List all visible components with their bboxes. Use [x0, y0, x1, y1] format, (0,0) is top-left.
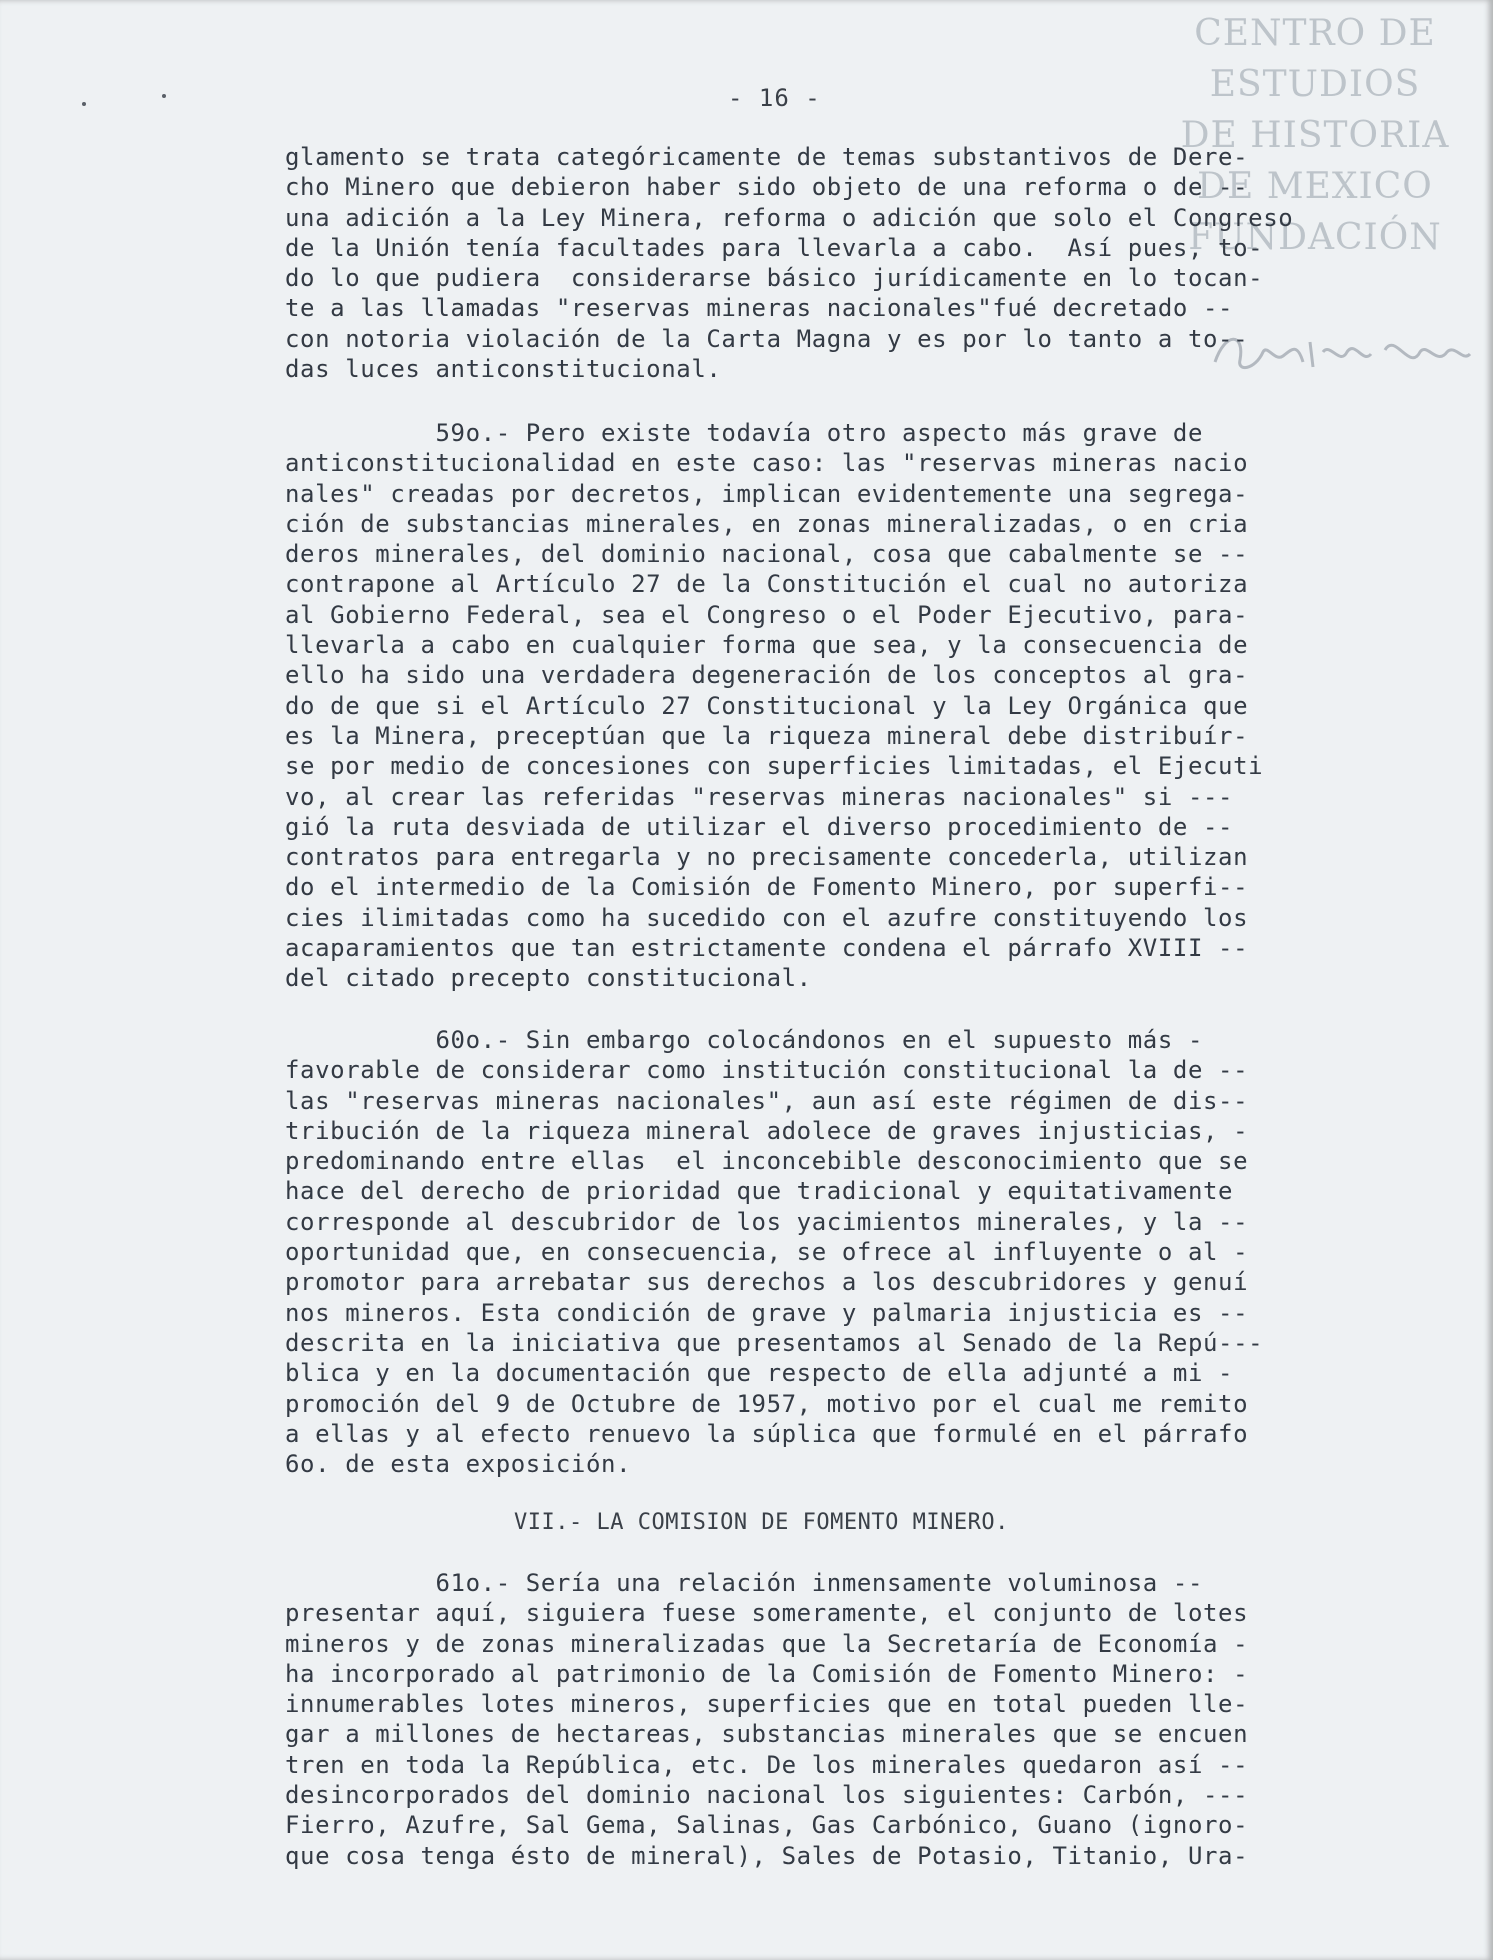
signature-text: Carlos Slim [1337, 380, 1343, 381]
speck-mark [82, 102, 86, 106]
text-line: 59o.- Pero existe todavía otro aspecto más grave de [285, 419, 1204, 447]
text-line: de la Unión tenía facultades para llevarla a cabo. Así pues, to- [285, 233, 1264, 262]
text-line: ha incorporado al patrimonio de la Comisión de Fomento Minero: - [285, 1659, 1249, 1688]
text-line: do lo que pudiera considerarse básico jurídicamente en lo tocan- [285, 264, 1264, 293]
text-line: deros minerales, del dominio nacional, cosa que cabalmente se -- [285, 540, 1249, 569]
text-line: promotor para arrebatar sus derechos a los descubridores y genuí [285, 1268, 1249, 1297]
text-line: 6o. de esta exposición. [285, 1450, 632, 1479]
text-line: descrita en la iniciativa que presentamos al Senado de la Repú--- [285, 1328, 1264, 1357]
text-line: gió la ruta desviada de utilizar el diverso procedimiento de -- [285, 812, 1234, 841]
text-line: do el intermedio de la Comisión de Fomento Minero, por superfi-- [285, 873, 1249, 902]
text-line: innumerables lotes mineros, superficies que en total pueden lle- [285, 1690, 1249, 1719]
text-line: las "reservas mineras nacionales", aun así este régimen de dis-- [285, 1086, 1249, 1115]
text-line: es la Minera, preceptúan que la riqueza mineral debe distribuír- [285, 721, 1249, 750]
text-line: a ellas y al efecto renuevo la súplica que formulé en el párrafo [285, 1419, 1249, 1448]
text-line: tren en toda la República, etc. De los minerales quedaron así -- [285, 1750, 1249, 1779]
text-line: 61o.- Sería una relación inmensamente voluminosa -- [285, 1569, 1204, 1597]
text-line: blica y en la documentación que respecto de ella adjunté a mi - [285, 1359, 1234, 1388]
text-line: glamento se trata categóricamente de temas substantivos de Dere- [285, 143, 1249, 171]
text-line: presentar aquí, siguiera fuese someramente, el conjunto de lotes [285, 1599, 1249, 1628]
stamp-line-2: ESTUDIOS [1209, 64, 1421, 105]
text-line: Fierro, Azufre, Sal Gema, Salinas, Gas Carbónico, Guano (ignoro- [285, 1811, 1249, 1840]
text-line: ello ha sido una verdadera degeneración de los conceptos al gra- [285, 661, 1249, 690]
text-line: acaparamientos que tan estrictamente condena el párrafo XVIII -- [285, 934, 1249, 963]
text-line: 60o.- Sin embargo colocándonos en el supuesto más - [285, 1026, 1204, 1054]
text-line: ción de substancias minerales, en zonas mineralizadas, o en cria [285, 509, 1249, 538]
paragraph-61 [285, 1568, 1425, 1871]
section-heading: VII.- LA COMISION DE FOMENTO MINERO. [514, 1510, 1009, 1535]
text-line: llevarla a cabo en cualquier forma que sea, y la consecuencia de [285, 631, 1249, 660]
text-line: promoción del 9 de Octubre de 1957, motivo por el cual me remito [285, 1389, 1249, 1418]
speck-mark [162, 94, 166, 98]
text-line: una adición a la Ley Minera, reforma o adición que solo el Congreso [285, 203, 1294, 232]
intro-paragraph [285, 142, 1425, 384]
text-line: das luces anticonstitucional. [285, 355, 722, 384]
text-line: con notoria violación de la Carta Magna y es por lo tanto a to-- [285, 324, 1249, 353]
text-line: cho Minero que debieron haber sido objeto de una reforma o de -- [285, 173, 1249, 202]
text-line: hace del derecho de prioridad que tradicional y equitativamente [285, 1177, 1234, 1206]
text-line: predominando entre ellas el inconcebible desconocimiento que se [285, 1147, 1249, 1176]
text-line: al Gobierno Federal, sea el Congreso o el Poder Ejecutivo, para- [285, 600, 1249, 629]
text-line: se por medio de concesiones con superficies limitadas, el Ejecuti [285, 752, 1264, 781]
stamp-line-1: CENTRO DE [1194, 13, 1436, 54]
text-line: desincorporados del dominio nacional los siguientes: Carbón, --- [285, 1781, 1249, 1810]
text-line: do de que si el Artículo 27 Constitucional y la Ley Orgánica que [285, 691, 1249, 720]
text-line: que cosa tenga ésto de mineral), Sales de Potasio, Titanio, Ura- [285, 1841, 1249, 1870]
text-line: contrapone al Artículo 27 de la Constitución el cual no autoriza [285, 570, 1249, 599]
stamp-line-5: FUNDACIÓN [1188, 217, 1442, 258]
paragraph-59 [285, 418, 1425, 994]
text-line: nos mineros. Esta condición de grave y palmaria injusticia es -- [285, 1298, 1249, 1327]
text-line: favorable de considerar como institución constitucional la de -- [285, 1056, 1249, 1085]
page-number: - 16 - [728, 84, 821, 112]
text-line: mineros y de zonas mineralizadas que la Secretaría de Economía - [285, 1629, 1249, 1658]
text-line: del citado precepto constitucional. [285, 964, 812, 993]
text-line: anticonstitucionalidad en este caso: las "reservas mineras nacio [285, 449, 1249, 478]
text-line: nales" creadas por decretos, implican evidentemente una segrega- [285, 479, 1249, 508]
text-line: te a las llamadas "reservas mineras nacionales"fué decretado -- [285, 294, 1234, 323]
stamp-line-4: DE MEXICO [1197, 166, 1433, 207]
text-line: oportunidad que, en consecuencia, se ofrece al influyente o al - [285, 1238, 1249, 1267]
text-line: corresponde al descubridor de los yacimientos minerales, y la -- [285, 1207, 1249, 1236]
text-line: vo, al crear las referidas "reservas mineras nacionales" si --- [285, 782, 1234, 811]
text-line: tribución de la riqueza mineral adolece de graves injusticias, - [285, 1116, 1249, 1145]
stamp-line-3: DE HISTORIA [1180, 115, 1450, 156]
paragraph-60 [285, 1025, 1425, 1479]
text-line: cies ilimitadas como ha sucedido con el azufre constituyendo los [285, 903, 1249, 932]
text-line: gar a millones de hectareas, substancias minerales que se encuen [285, 1720, 1249, 1749]
text-line: contratos para entregarla y no precisamente concederla, utilizan [285, 843, 1249, 872]
